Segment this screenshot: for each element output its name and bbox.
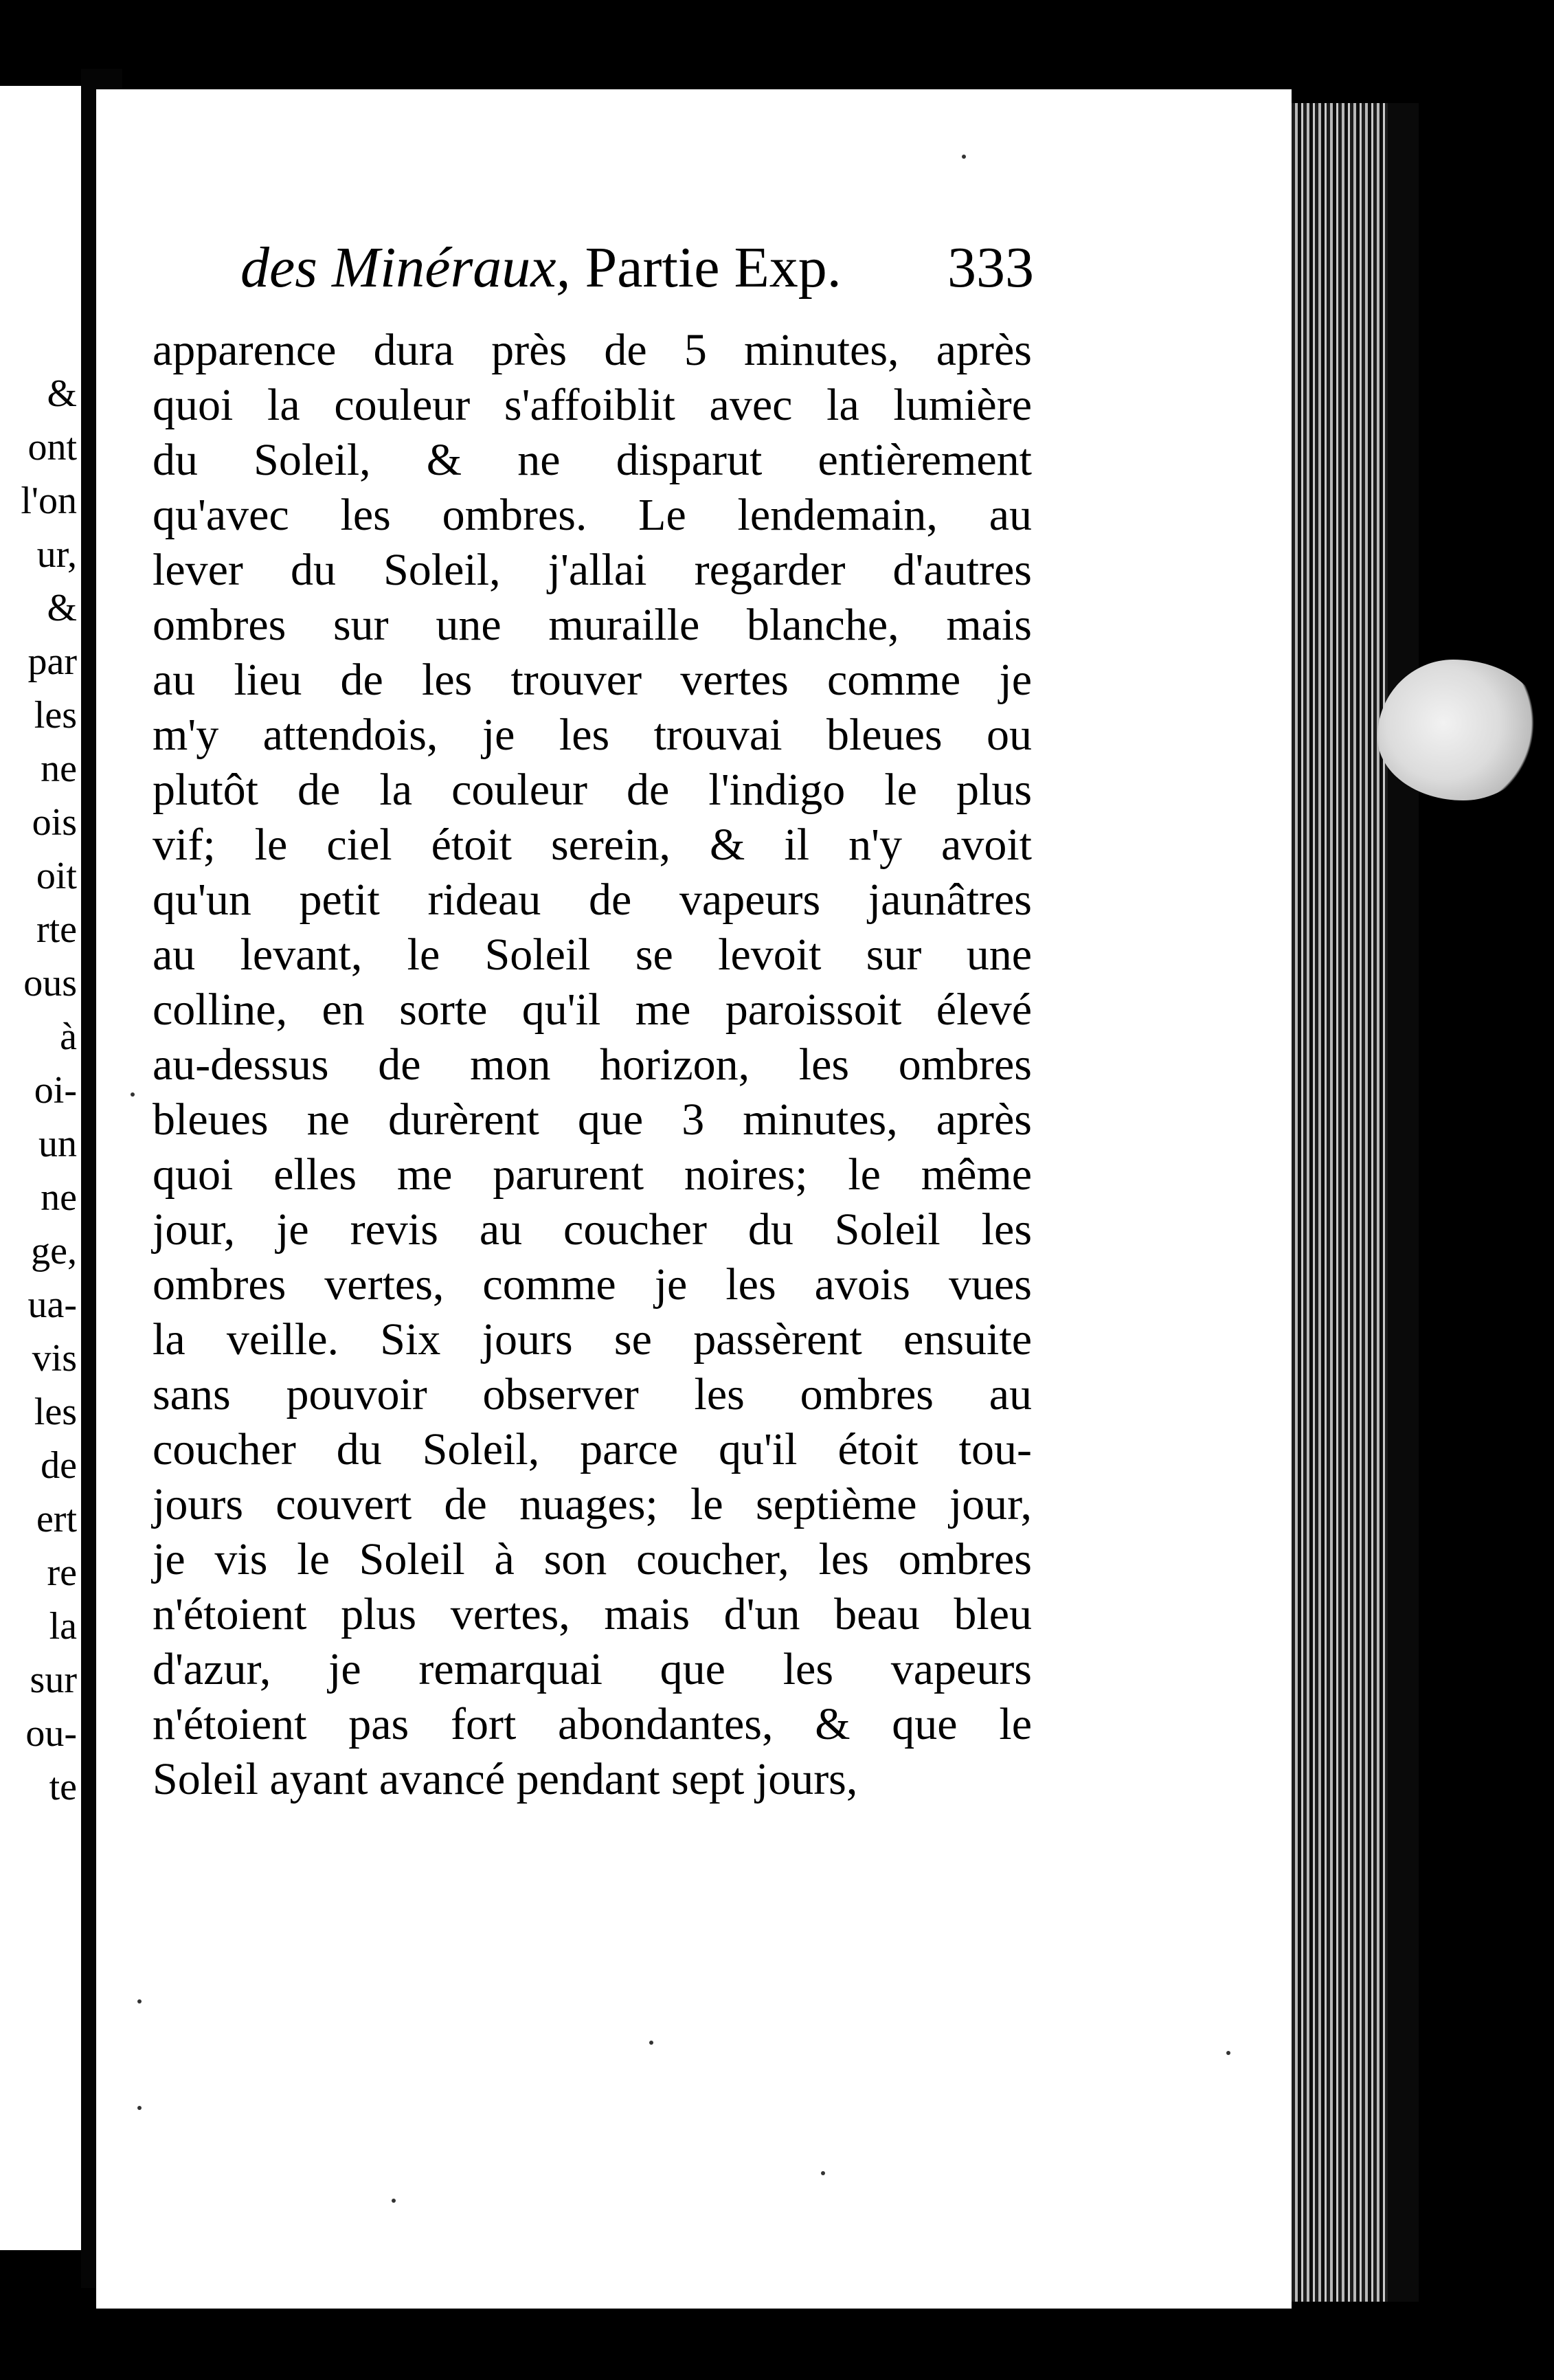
text-line: vif; le ciel étoit serein, & il n'y avoit <box>153 820 1032 870</box>
text-line: jours couvert de nuages; le septième jour, <box>153 1479 1032 1529</box>
facing-page-fragment: un <box>38 1123 77 1165</box>
text-line: coucher du Soleil, parce qu'il étoit tou- <box>153 1424 1032 1474</box>
text-line: lever du Soleil, j'allai regarder d'autres <box>153 545 1032 595</box>
facing-page-fragment: ne <box>41 1176 77 1219</box>
page-header <box>240 234 1034 302</box>
paper-speck <box>137 2106 142 2110</box>
paper-speck <box>392 2199 396 2203</box>
text-line: au levant, le Soleil se levoit sur une <box>153 930 1032 980</box>
facing-page-fragment: oi- <box>34 1069 77 1112</box>
paper-speck <box>1226 2051 1230 2055</box>
page-edges <box>1292 103 1388 2302</box>
facing-page-fragment: les <box>34 694 77 737</box>
text-line: d'azur, je remarquai que les vapeurs <box>153 1644 1032 1694</box>
facing-page-fragment: ge, <box>31 1230 77 1272</box>
paper-scrap <box>1377 660 1542 800</box>
text-line: du Soleil, & ne disparut entièrement <box>153 435 1032 485</box>
facing-page-fragment: oit <box>36 855 77 897</box>
body-text <box>153 323 1032 1807</box>
text-line: Soleil ayant avancé pendant sept jours, <box>153 1754 858 1804</box>
facing-page-left <box>0 86 81 2250</box>
page-edges-shadow <box>1388 103 1419 2302</box>
text-line: la veille. Six jours se passèrent ensuite <box>153 1314 1032 1365</box>
facing-page-fragment: sur <box>30 1659 77 1701</box>
text-line: n'étoient plus vertes, mais d'un beau bleu <box>153 1589 1032 1639</box>
text-line: je vis le Soleil à son coucher, les ombres <box>153 1534 1032 1584</box>
text-line: ombres vertes, comme je les avois vues <box>153 1259 1032 1310</box>
section-title: Partie Exp. <box>585 236 842 300</box>
text-line: quoi la couleur s'affoiblit avec la lumière <box>153 380 1032 430</box>
text-line: bleues ne durèrent que 3 minutes, après <box>153 1094 1032 1145</box>
facing-page-fragment: re <box>47 1551 77 1594</box>
running-title: des Minéraux, <box>240 236 571 300</box>
facing-page-fragment: l'on <box>21 480 77 522</box>
paper-speck <box>131 1092 135 1097</box>
paper-speck <box>821 2171 825 2175</box>
text-line: n'étoient pas fort abondantes, & que le <box>153 1699 1032 1749</box>
facing-page-fragment: ert <box>36 1498 77 1540</box>
paper-speck <box>649 2041 653 2045</box>
text-line: colline, en sorte qu'il me paroissoit élevé <box>153 985 1032 1035</box>
facing-page-fragment: de <box>41 1444 77 1487</box>
facing-page-fragment: & <box>47 587 77 629</box>
paper-speck <box>137 1999 142 2003</box>
text-line: apparence dura près de 5 minutes, après <box>153 325 1032 375</box>
facing-page-fragment: les <box>34 1391 77 1433</box>
text-line: m'y attendois, je les trouvai bleues ou <box>153 710 1032 760</box>
text-line: au-dessus de mon horizon, les ombres <box>153 1040 1032 1090</box>
facing-page-fragment: ous <box>23 962 77 1004</box>
facing-page-fragment: par <box>27 640 77 683</box>
facing-page-fragment: vis <box>32 1337 77 1380</box>
facing-page-fragment: ois <box>32 801 77 844</box>
facing-page-fragment: la <box>49 1605 77 1648</box>
facing-page-fragment: ur, <box>36 533 77 576</box>
facing-page-fragment: rte <box>36 908 77 951</box>
text-line: au lieu de les trouver vertes comme je <box>153 655 1032 705</box>
text-line: sans pouvoir observer les ombres au <box>153 1369 1032 1419</box>
facing-page-fragment: ont <box>27 426 77 469</box>
text-line: ombres sur une muraille blanche, mais <box>153 600 1032 650</box>
paper-speck <box>962 155 966 159</box>
text-line: qu'avec les ombres. Le lendemain, au <box>153 490 1032 540</box>
text-line: qu'un petit rideau de vapeurs jaunâtres <box>153 875 1032 925</box>
facing-page-fragment: à <box>60 1015 77 1058</box>
facing-page-fragment: ne <box>41 748 77 790</box>
page-number: 333 <box>947 236 1034 300</box>
text-line: plutôt de la couleur de l'indigo le plus <box>153 765 1032 815</box>
text-line: jour, je revis au coucher du Soleil les <box>153 1204 1032 1255</box>
text-line: quoi elles me parurent noires; le même <box>153 1149 1032 1200</box>
facing-page-fragment: ua- <box>27 1283 77 1326</box>
facing-page-fragment: & <box>47 372 77 415</box>
facing-page-fragment: te <box>49 1766 77 1808</box>
facing-page-fragment: ou- <box>25 1712 77 1755</box>
